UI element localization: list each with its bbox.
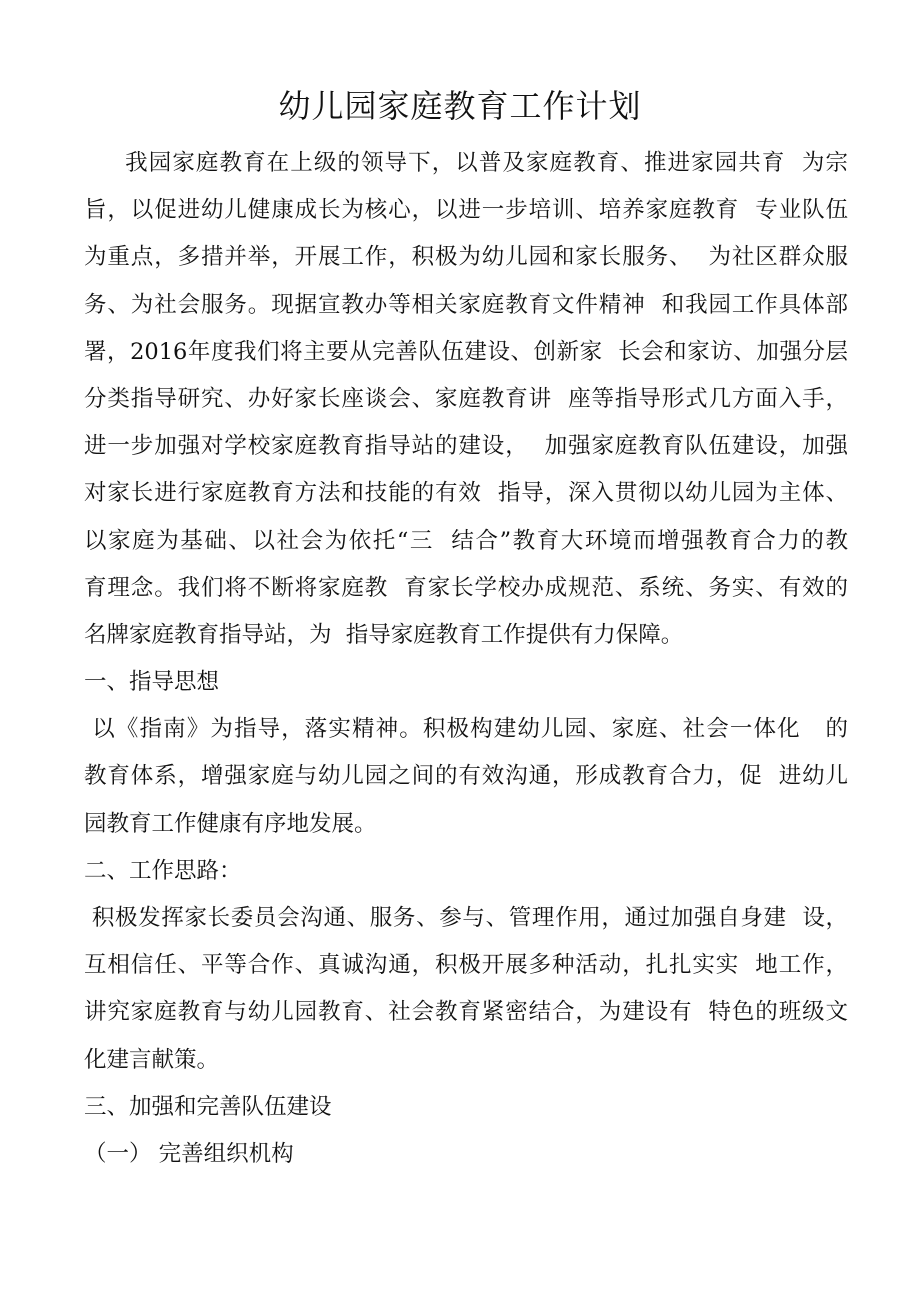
paragraph-line: 我园家庭教育在上级的领导下，以普及家庭教育、推进家园共育 为宗 — [84, 150, 848, 176]
paragraph-line: 教育体系，增强家庭与幼儿园之间的有效沟通，形成教育合力，促 进幼儿 — [84, 763, 848, 790]
paragraph-line: 积极发挥家长委员会沟通、服务、参与、管理作用，通过加强自身建 设， — [84, 905, 848, 931]
section-heading: 三、加强和完善队伍建设 — [84, 1093, 332, 1120]
paragraph-line: 以家庭为基础、以社会为依托“三 结合”教育大环境而增强教育合力的教 — [84, 527, 848, 554]
subsection-heading: （一） 完善组织机构 — [84, 1140, 294, 1167]
paragraph-line: 旨，以促进幼儿健康成长为核心，以进一步培训、培养家庭教育 专业队伍 — [84, 197, 848, 224]
paragraph-line: 互相信任、平等合作、真诚沟通，积极开展多种活动，扎扎实实 地工作， — [84, 952, 848, 979]
paragraph-line: 署，2016年度我们将主要从完善队伍建设、创新家 长会和家访、加强分层 — [84, 338, 848, 365]
paragraph-line: 育理念。我们将不断将家庭教 育家长学校办成规范、系统、务实、有效的 — [84, 574, 848, 601]
paragraph-line: 为重点，多措并举，开展工作，积极为幼儿园和家长服务、 为社区群众服 — [84, 244, 848, 271]
paragraph-line: 务、为社会服务。现据宣教办等相关家庭教育文件精神 和我园工作具体部 — [84, 291, 848, 318]
paragraph-line: 园教育工作健康有序地发展。 — [84, 810, 377, 837]
document-body — [84, 140, 848, 1178]
paragraph-line: 分类指导研究、办好家长座谈会、家庭教育讲 座等指导形式几方面入手， — [84, 385, 848, 412]
section-heading: 一、指导思想 — [84, 669, 220, 696]
paragraph-line: 化建言献策。 — [84, 1046, 220, 1073]
paragraph-line: 名牌家庭教育指导站，为 指导家庭教育工作提供有力保障。 — [84, 621, 684, 648]
section-heading: 二、工作思路： — [84, 857, 242, 884]
paragraph-line: 对家长进行家庭教育方法和技能的有效 指导，深入贯彻以幼儿园为主体、 — [84, 480, 848, 507]
paragraph-line: 进一步加强对学校家庭教育指导站的建设， 加强家庭教育队伍建设，加强 — [84, 433, 848, 460]
document-title: 幼儿园家庭教育工作计划 — [278, 87, 642, 125]
paragraph-line: 以《指南》为指导，落实精神。积极构建幼儿园、家庭、社会一体化 的 — [84, 716, 848, 743]
paragraph-line: 讲究家庭教育与幼儿园教育、社会教育紧密结合，为建设有 特色的班级文 — [84, 999, 848, 1026]
